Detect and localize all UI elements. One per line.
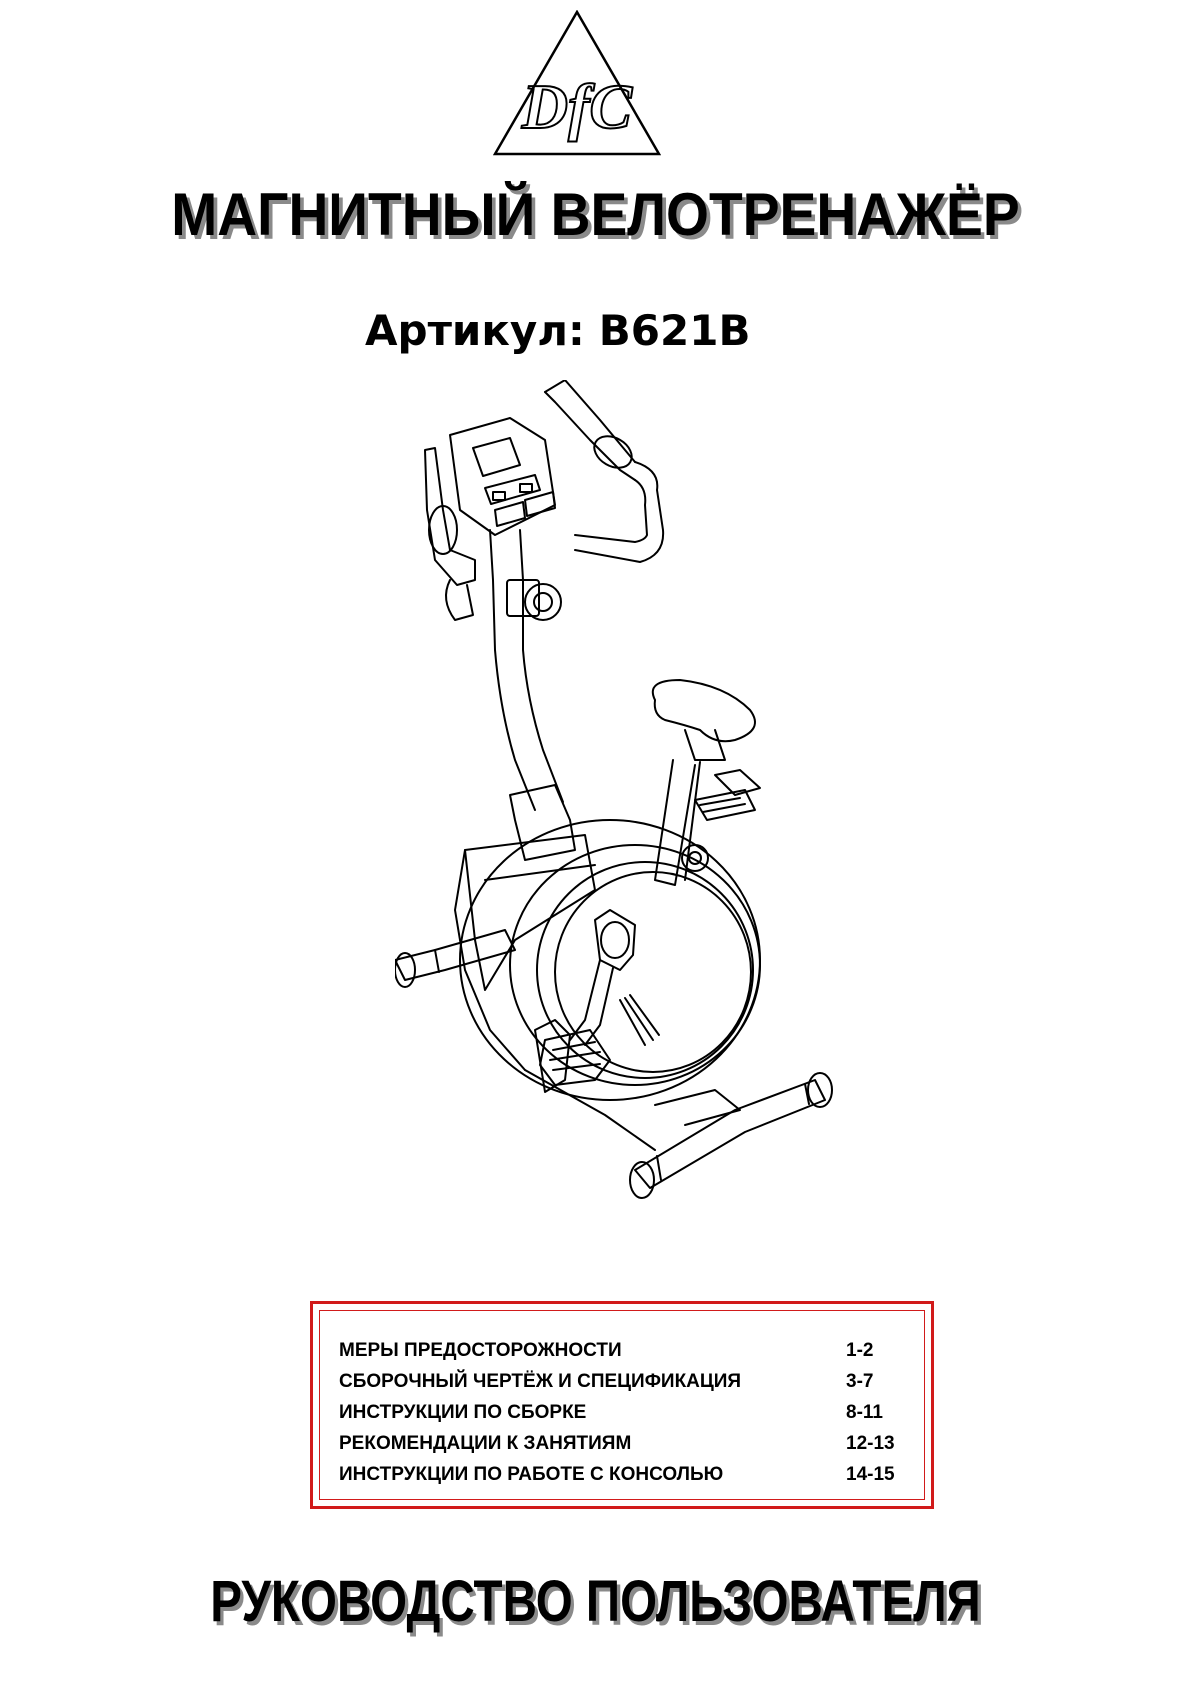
logo-text: DfC [521,71,633,142]
toc-item-title: ИНСТРУКЦИИ ПО РАБОТЕ С КОНСОЛЬЮ [339,1464,724,1485]
toc-item-title: ИНСТРУКЦИИ ПО СБОРКЕ [339,1402,587,1423]
toc-item-title: СБОРОЧНЫЙ ЧЕРТЁЖ И СПЕЦИФИКАЦИЯ [339,1371,742,1392]
article-label: Артикул: [365,306,585,355]
article-value: B621B [598,306,751,355]
toc-item [339,1371,905,1399]
toc-item [339,1464,905,1492]
table-of-contents [310,1301,934,1509]
toc-item-title: МЕРЫ ПРЕДОСТОРОЖНОСТИ [339,1340,622,1361]
document-title: МАГНИТНЫЙ ВЕЛОТРЕНАЖЁР [171,181,1020,248]
toc-item [339,1340,905,1368]
dfc-logo-icon [493,10,661,156]
user-manual-title: РУКОВОДСТВО ПОЛЬЗОВАТЕЛЯ [210,1569,981,1634]
toc-item-pages: 14-15 [846,1464,895,1485]
toc-item [339,1433,905,1461]
toc-item-pages: 1-2 [846,1340,874,1361]
exercise-bike-icon [395,380,915,1240]
toc-item-title: РЕКОМЕНДАЦИИ К ЗАНЯТИЯМ [339,1433,632,1454]
article-number [365,306,751,355]
toc-item [339,1402,905,1430]
toc-item-pages: 8-11 [846,1402,883,1423]
toc-item-pages: 3-7 [846,1371,874,1392]
toc-item-pages: 12-13 [846,1433,895,1454]
